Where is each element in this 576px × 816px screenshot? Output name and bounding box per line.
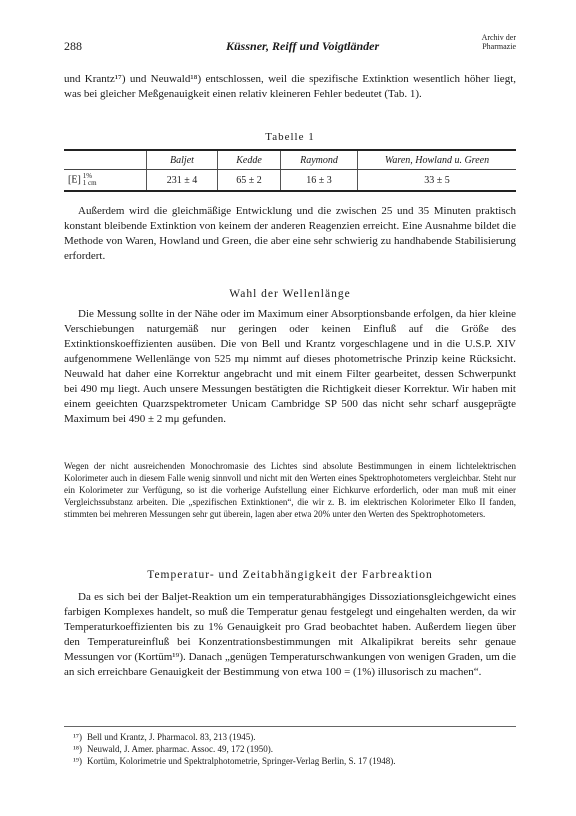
table-column-header: Raymond xyxy=(281,150,358,170)
row-label-subscript: 1 cm xyxy=(82,179,97,187)
journal-line-1: Archiv der xyxy=(481,33,516,42)
table-column-header: Kedde xyxy=(218,150,281,170)
footnote xyxy=(64,755,516,767)
row-label-index xyxy=(83,173,97,187)
table-column-header: Waren, Howland u. Green xyxy=(358,150,517,170)
section-heading-wavelength: Wahl der Wellenlänge xyxy=(229,288,351,300)
table-corner-cell xyxy=(64,150,147,170)
footnote-text: Neuwald, J. Amer. pharmac. Assoc. 49, 172 (1950). xyxy=(87,744,273,754)
table-row-label xyxy=(64,170,147,192)
page-header xyxy=(64,33,516,57)
footnote-number: ¹⁷) xyxy=(73,732,82,742)
table-cell: 65 ± 2 xyxy=(218,170,281,192)
wavelength-paragraph: Die Messung sollte in der Nähe oder im Maximum einer Absorptionsbande erfolgen, da hier kleine Verschiebungen naturgemäß nur geringen oder keinen Einfluß auf die Größe des Extinktionskoeffizienten ausüben. Die von Bell und Krantz vorgeschlagene und in die U.S.P. XIV aufgenommene Wellenlänge von 525 mμ nimmt auf dieses photometrische Prinzip keine Rücksicht. Neuwald hat daher eine Korrektur angebracht und mit einem Filter gearbeitet, dessen Schwerpunkt bei 490 mμ liegt. Auch unsere Messungen bestätigten die Richtigkeit dieser Korrektur. Wir haben mit einem geeichten Quarzspektrometer Unicam Cambridge SP 500 das nicht sehr scharf ausgeprägte Maximum bei 490 ± 2 mμ gefunden. xyxy=(64,308,516,425)
journal-name xyxy=(446,33,516,51)
section-heading-temperature: Temperatur- und Zeitabhängigkeit der Farbreaktion xyxy=(147,569,433,581)
page-number: 288 xyxy=(64,39,82,53)
journal-line-2: Pharmazie xyxy=(482,42,516,51)
table-row xyxy=(64,170,516,192)
footnote-text: Bell und Krantz, J. Pharmacol. 83, 213 (1945). xyxy=(87,732,256,742)
footnote-number: ¹⁹) xyxy=(73,756,82,766)
wavelength-note: Wegen der nicht ausreichenden Monochromasie des Lichtes sind absolute Bestimmungen in einem lichtelektrischen Kolorimeter auch in diesem Falle wenig sinnvoll und nicht mit den Werten eines Spektrophotometers vergleichbar. Steht nur ein Kolorimeter zur Verfügung, so ist die vorherige Aufstellung einer Eichkurve erforderlich, oder man muß mit einer Vergleichssubstanz arbeiten. Die „spezifischen Extinktionen“, die wir z. B. im elektrischen Kolorimeter Elko II fanden, stimmten bei mehreren Messungen sehr gut überein, lagen aber etwa 20% unter den Werten des Spektrophotometers. xyxy=(64,461,516,519)
data-table xyxy=(64,149,516,192)
intro-paragraph: und Krantz¹⁷) und Neuwald¹⁸) entschlossen, weil die spezifische Extinktion wesentlich höher liegt, was bei gleicher Meßgenauigkeit einen relativ kleineren Fehler bedeutet (Tab. 1). xyxy=(64,73,516,100)
footnote xyxy=(64,731,516,743)
row-label-main: [E] xyxy=(68,174,81,186)
table-title: Tabelle 1 xyxy=(265,131,315,143)
footnote-number: ¹⁸) xyxy=(73,744,82,754)
table-cell: 33 ± 5 xyxy=(358,170,517,192)
footnote-text: Kortüm, Kolorimetrie und Spektralphotometrie, Springer-Verlag Berlin, S. 17 (1948). xyxy=(87,756,396,766)
footnotes xyxy=(64,726,516,767)
after-table-paragraph: Außerdem wird die gleichmäßige Entwicklung und die zwischen 25 und 35 Minuten praktisch konstant bleibende Extinktion von keinem der anderen Reagenzien erreicht. Eine Ausnahme bildet die Methode von Waren, Howland und Green, die aber eine sehr schwierig zu handhabende Stabilisierung erfordert. xyxy=(64,205,516,262)
table-cell: 231 ± 4 xyxy=(147,170,218,192)
table-column-header: Baljet xyxy=(147,150,218,170)
running-title: Küssner, Reiff und Voigtländer xyxy=(226,39,380,53)
table-header-row xyxy=(64,150,516,170)
temperature-paragraph: Da es sich bei der Baljet-Reaktion um ein temperaturabhängiges Dissoziationsgleichgewicht eines farbigen Komplexes handelt, so muß die Temperatur genau festgelegt und eingehalten werden, da wir Temperaturkoeffizienten bis zu 1% Genauigkeit pro Grad beobachtet haben. Außerdem liegen über den Temperatureinfluß bei Konzentrationsbestimmungen mit Alkalipikrat bereits sehr genaue Messungen vor (Kortüm¹⁹). Danach „genügen Temperaturschwankungen von wenigen Graden, um die an sich erreichbare Genauigkeit der Bestimmung von etwa 100 = (1%) illusorisch zu machen“. xyxy=(64,591,516,678)
row-label-superscript: 1% xyxy=(82,172,93,180)
table-cell: 16 ± 3 xyxy=(281,170,358,192)
footnote xyxy=(64,743,516,755)
